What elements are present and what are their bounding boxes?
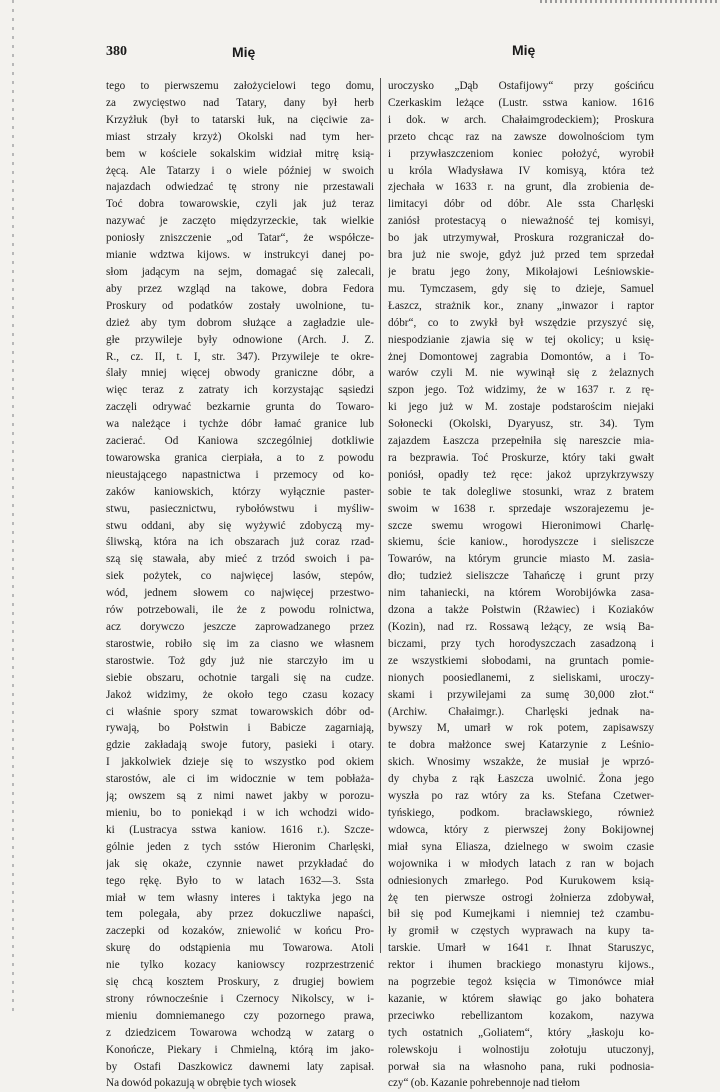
text-line: tego rękę. Było to w latach 1632—3. Ssta: [106, 874, 374, 887]
running-head-right: Mię: [512, 42, 536, 58]
text-line: wojownika i w młodych latach z ran w bojach: [388, 857, 654, 870]
column-divider: [380, 78, 381, 953]
text-line: słom jadącym na sejm, domagać się zalecali,: [106, 265, 374, 278]
text-line: i przywłaszczeniom koniec położyć, wyrobił: [388, 147, 654, 160]
text-line: skich. Wnosimy wszakże, że musiał je wprzó-: [388, 756, 654, 769]
scan-top-mark: [540, 0, 720, 3]
text-line: siebie obszaru, ochotnie targali się na cudze.: [106, 671, 374, 684]
text-line: zaczepki od kozaków, zniewolić w końcu Pro-: [106, 925, 374, 938]
text-line: bo jak utrzymywał, Proskura rozgraniczał do-: [388, 232, 654, 245]
text-line: rolewskoju i wolnostiju zołotuju utuczonyj,: [388, 1043, 654, 1056]
text-line: skiemu, ście kaniow., horodyszcze i sieliszcze: [388, 536, 654, 549]
text-line: nim tahaniecki, na którem Worobijówka zasa-: [388, 587, 654, 600]
text-line: z dziedzicem Towarowa wchodzą w zatarg o: [106, 1026, 374, 1039]
text-line: ły gromił w częstych wyprawach na kupy ta-: [388, 925, 654, 938]
text-line: starostwie, robiło się im za ciasno we własnem: [106, 637, 374, 650]
text-line: kazanie, w którem sławiąc go jako bohatera: [388, 992, 654, 1005]
text-line: bywszy M, umarł w rok potem, zapisawszy: [388, 722, 654, 735]
text-line: najazdach odwiedzać tę strony nie przestawali: [106, 181, 374, 194]
running-head-left: Mię: [232, 44, 256, 60]
text-line: zaków kaniowskich, którzy wyłącznie paster-: [106, 485, 374, 498]
text-line: skami i przywilejami za sumę 30,000 złot.“: [388, 688, 654, 701]
text-line: nionych poosiedlanemi, z sieliskami, uroczy-: [388, 671, 654, 684]
text-line: I jakkolwiek dzieje się to wszystko pod okiem: [106, 756, 374, 769]
text-line: przeto chcąc raz na zawsze dowolnościom tym: [388, 130, 654, 143]
text-line: rywają, bo Połstwin i Babicze zagarniają,: [106, 722, 374, 735]
text-line: ra bezprawia. Toć Proskurze, który taki gwałt: [388, 451, 654, 464]
text-line: mu. Tymczasem, gdy się to dzieje, Samuel: [388, 282, 654, 295]
text-line: starostów, ale ci im widocznie w tem pobłaża-: [106, 773, 374, 786]
text-line: Konończe, Piekary i Chmielną, którą im jako-: [106, 1043, 374, 1056]
text-line: żęcą. Ale Tatarzy i o wiele później w swoich: [106, 164, 374, 177]
text-line: wód, jednem słowem co najwięcej przestwo-: [106, 587, 374, 600]
text-line: śliwską, która na ich obszarach już coraz rzad-: [106, 536, 374, 549]
text-line: bra już nie swoje, gdyż już przed tem sprzedał: [388, 249, 654, 262]
text-line: skurę do odstąpienia mu Towarowa. Atoli: [106, 942, 374, 955]
text-line: rektor i ihumen brackiego monastyru kijows.,: [388, 959, 654, 972]
text-line: ci właśnie spory szmat towarowskich dóbr od-: [106, 705, 374, 718]
text-line: niespodzianie zjawia się w tej okolicy; u księ-: [388, 333, 654, 346]
text-line: odniesionych zmarłego. Pod Kurukowem ksią-: [388, 874, 654, 887]
text-line: dło; tudzież sieliszcze Tahańczę i grunt przy: [388, 570, 654, 583]
text-line: zacierać. Od Kaniowa szczególniej dotkliwie: [106, 435, 374, 448]
text-line: bił się pod Kumejkami i niemniej też czambu-: [388, 908, 654, 921]
text-line: acz dorywczo jeszcze zaprowadzanego przez: [106, 621, 374, 633]
text-line: tych ostatnich „Goliatem“, który „łaskoju ko-: [388, 1026, 654, 1039]
text-line: miał w tem własny interes i taktyka jego na: [106, 891, 374, 904]
text-line: R., cz. II, t. I, str. 347). Przywileje te okre-: [106, 350, 374, 363]
text-line: się chcą kosztem Proskury, z drugiej bowiem: [106, 976, 374, 989]
text-line: aby przez wzgląd na takowe, dobra Fedora: [106, 282, 374, 295]
text-line: wdowca, który z pierwszej żony Bokijownej: [388, 823, 654, 836]
text-line: zaniósł protestacyą o nieważność tej komisyi,: [388, 215, 654, 228]
text-line: dóbr“, co to zwykł był wszędzie przyszyć się,: [388, 316, 654, 329]
text-line: stwu oddani, aby się wyżywić zdobyczą my-: [106, 519, 374, 532]
text-line: i dok. w arch. Chałaimgrodeckiem); Proskura: [388, 113, 654, 126]
text-line: u króla Władysława IV komisyą, która też: [388, 164, 654, 177]
page-number: 380: [106, 44, 127, 59]
text-line: gólnie jeden z tych sstów Hieronim Charlęski,: [106, 840, 374, 853]
text-line: tyńskiego, podkom. bracławskiego, również: [388, 806, 654, 819]
text-line: rów potrzebowali, ile że z powodu rolnictwa,: [106, 604, 374, 617]
text-line: dzież aby tym dobrom służące a zagładzie ule-: [106, 316, 374, 329]
text-line: gdzie zakładają swoje futory, pasieki i otary.: [106, 739, 374, 752]
text-line: miast strzały krzyż) Okolski nad tym her-: [106, 130, 374, 143]
text-line: (Kozin), nad rz. Rossawą leżący, ze wsią Ba-: [388, 621, 654, 633]
text-line: dy chyba z rąk Łaszcza uwolnić. Żona jego: [388, 773, 654, 786]
scan-edge-mark: [12, 0, 14, 1016]
text-line: nazywać je zaczęto międzyrzeckie, tak wielkie: [106, 215, 374, 228]
text-line: ze wszystkiemi słobodami, na gruntach pomie-: [388, 654, 654, 667]
text-line: Toć dobra towarowskie, czyli jak już teraz: [106, 198, 374, 211]
text-line: wa należące i tychże dóbr łamać granice lub: [106, 418, 374, 431]
text-line: uroczysko „Dąb Ostafijowy“ przy gościńcu: [388, 80, 654, 92]
text-line: przeciwko rebellizantom kozakom, nazywa: [388, 1009, 654, 1022]
text-line: poniósł, opadły też ręce: jakoż uprzykrzywszy: [388, 468, 654, 481]
text-line: siek pożytek, co najwięcej lasów, stepów,: [106, 570, 374, 583]
text-line: starostwie. Toż gdy już nie starczyło im u: [106, 654, 374, 667]
text-line: ją; owszem są z nimi nawet jakby w porozu-: [106, 790, 374, 803]
text-line: ślały mniej więcej obwody graniczne dóbr, a: [106, 367, 374, 380]
text-line: zjechała w 1633 r. na grunt, dla zrobienia de-: [388, 181, 654, 194]
text-line: mianie wdztwa kijows. w instrukcyi danej po-: [106, 249, 374, 262]
left-text-column: [106, 78, 374, 1092]
text-line: strony równocześnie i Czernocy Nikolscy, w i-: [106, 992, 374, 1005]
text-line: tem polegała, aby przez dokuczliwe napaści,: [106, 908, 374, 921]
text-line: tego to pierwszemu założycielowi tego domu,: [106, 80, 374, 92]
text-line: Krzyżłuk (był to tatarski łuk, na cięciwie za-: [106, 113, 374, 126]
text-line: jak się okaże, czynnie nawet przykładać do: [106, 857, 374, 870]
text-line: warów czyli M. nie wywinął się z żelaznych: [388, 367, 654, 380]
text-line: (Archiw. Chałaimgr.). Charlęski jednak na-: [388, 705, 654, 718]
text-line: biczami, przy tych horodyszczach zasadzoną i: [388, 637, 654, 650]
text-line: je bratu jego żony, Mikołajowi Leśniowskie-: [388, 265, 654, 278]
text-line: zaczęli odrywać bezkarnie grunta do Towaro-: [106, 401, 374, 414]
text-line: porwał sia na własnoho pana, ruki podnosia-: [388, 1060, 654, 1073]
text-line: sobie te tak dolegliwe stosunki, wraz z bratem: [388, 485, 654, 498]
text-line: dzona a także Połstwin (Rżawiec) i Koziaków: [388, 604, 654, 617]
text-line: limitacyi dóbr od dóbr. Ale ssta Charlęski: [388, 198, 654, 211]
text-line: Czerkaskim leżące (Lustr. sstwa kaniow. 1616: [388, 96, 654, 109]
text-line: na pogrzebie tegoż księcia w Timonówce miał: [388, 976, 654, 989]
text-line: Sołonecki (Okolski, Dyaryusz, str. 34). Tym: [388, 418, 654, 431]
text-line: te dobra małżonce swej Katarzynie z Leśnio-: [388, 739, 654, 752]
text-line: poniosły zniszczenie „od Tatar“, że współcze-: [106, 232, 374, 245]
text-line: mieniu, bo to poniekąd i w ich wchodzi wido-: [106, 806, 374, 819]
right-text-column: [388, 78, 654, 1092]
text-line: głe przywileje były odnowione (Arch. J. Z.: [106, 333, 374, 346]
text-line: wyszła po raz wtóry za ks. Stefana Czetwer-: [388, 790, 654, 803]
text-line: szpon jego. Toż widzimy, że w 1637 r. z rę-: [388, 384, 654, 397]
text-line: bem w kościele sokalskim widział mitrę ksią-: [106, 147, 374, 160]
text-line: miał syna Eliasza, dzielnego w swoim czasie: [388, 840, 654, 853]
text-line: żę ten pierwsze ostrogi żołnierza zdobywał,: [388, 891, 654, 904]
text-line: ki (Lustracya sstwa kaniow. 1616 r.). Szcze-: [106, 823, 374, 836]
text-line: więc teraz z zatraty ich korzystając sąsiedzi: [106, 384, 374, 397]
text-line: towarowska granica cierpiała, a to z powodu: [106, 451, 374, 464]
text-line: szą się stawała, aby mieć z trzód swoich i pa-: [106, 553, 374, 566]
text-line: Łaszcz, strażnik kor., znany „inwazor i raptor: [388, 299, 654, 312]
text-line: swoim w 1638 r. sprzedaje wszorajezemu je-: [388, 502, 654, 515]
text-line: Na dowód pokazują w obrębie tych wiosek: [106, 1077, 297, 1090]
text-line: Towarów, na którym gruncie miasto M. zasia-: [388, 553, 654, 566]
text-line: nie tylko kozacy kaniowscy rozprzestrzenić: [106, 959, 374, 972]
text-line: zajazdem Łaszcza przepełniła się nareszcie mia-: [388, 435, 654, 448]
text-line: tarskie. Umarł w 1641 r. Ihnat Staruszyc,: [388, 942, 654, 955]
text-line: za zwycięstwo nad Tatary, dany był herb: [106, 96, 374, 109]
text-line: czy“ (ob. Kazanie pohrebennoje nad tiełom: [388, 1077, 580, 1090]
text-line: ki jego już w M. zostaje podstarościm niejaki: [388, 401, 654, 414]
text-line: Proskury od podatków zostały uwolnione, tu-: [106, 299, 374, 312]
text-line: szcze swemu wrogowi Hieronimowi Charlę-: [388, 519, 654, 532]
text-line: żnej Domontowej zagrabia Domontów, a i To-: [388, 350, 654, 363]
text-line: Jakoż widzimy, że około tego czasu kozacy: [106, 688, 374, 701]
text-line: nieustającego napastnictwa i przemocy od ko-: [106, 468, 374, 481]
text-line: mieniu domniemanego czy pozornego prawa,: [106, 1009, 374, 1022]
page-header: [0, 40, 720, 64]
text-line: stwu, pasiecznictwu, rybołówstwu i myśliw-: [106, 502, 374, 515]
text-line: by Ostafi Daszkowicz dawnemi laty zapisał.: [106, 1060, 374, 1073]
